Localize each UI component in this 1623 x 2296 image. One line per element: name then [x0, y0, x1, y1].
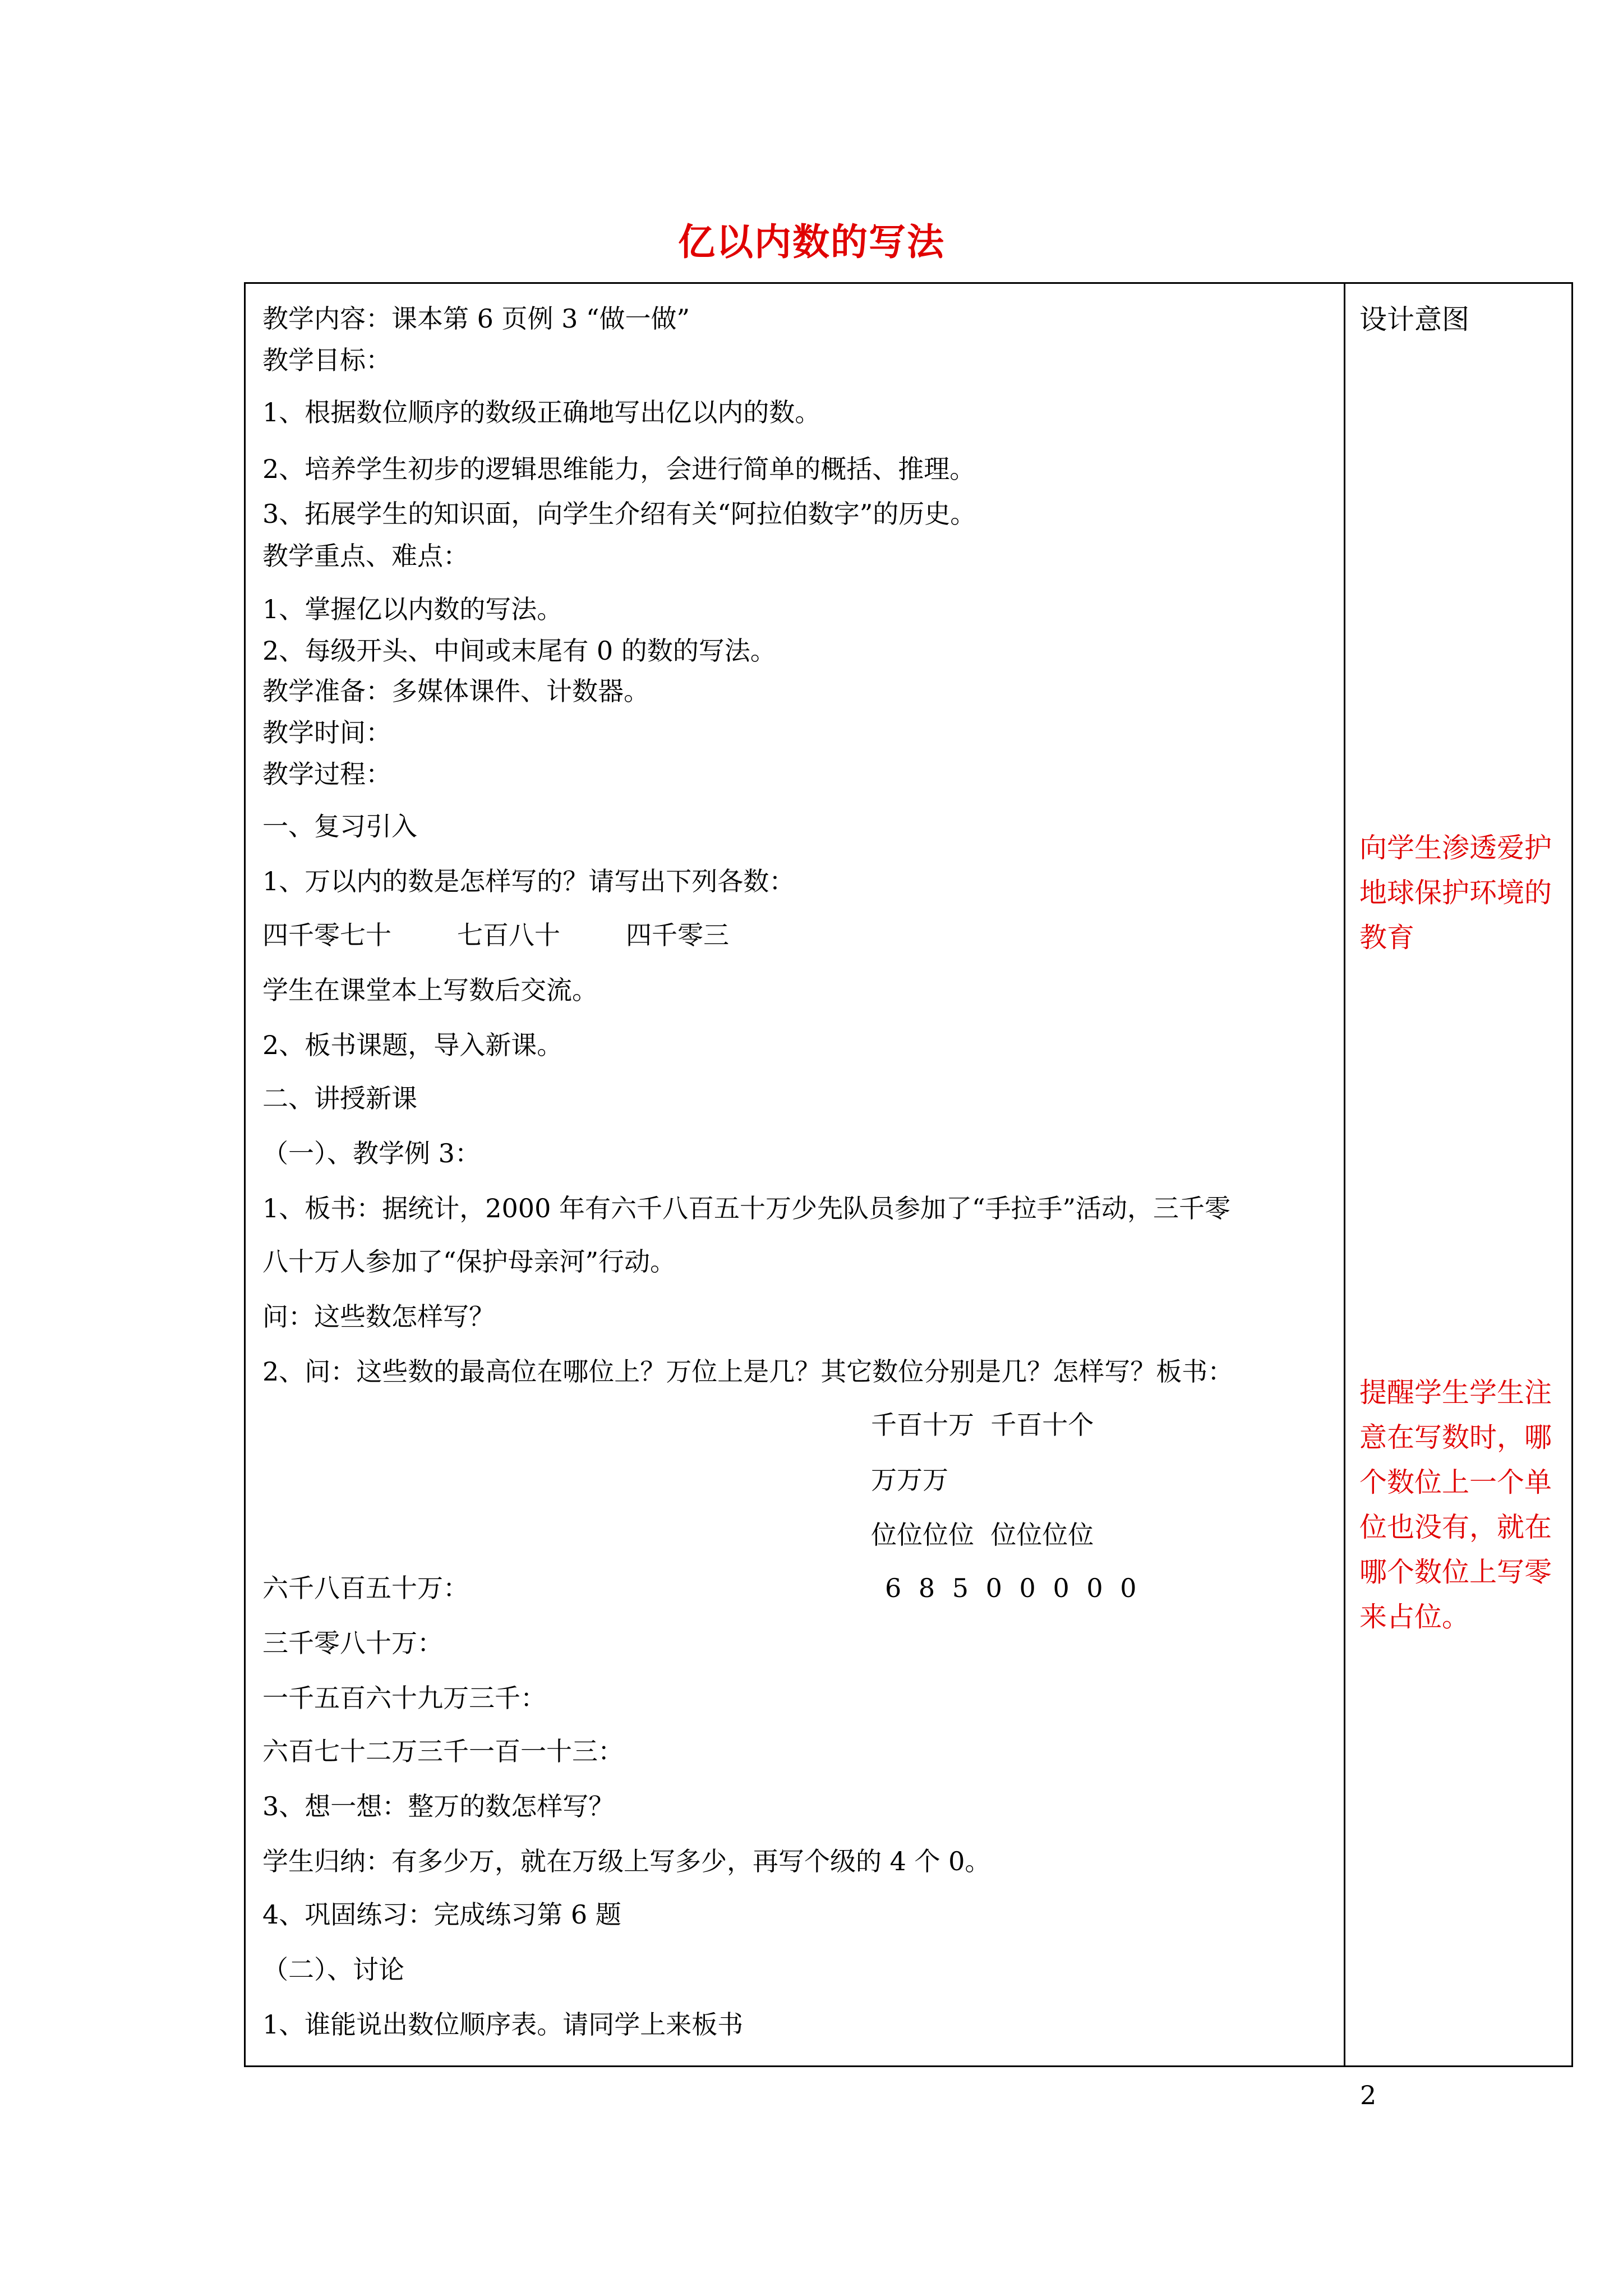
content-line: 一千五百六十九万三千： — [262, 1683, 546, 1713]
content-line: 学生归纳：有多少万，就在万级上写多少，再写个级的 4 个 0。 — [262, 1846, 991, 1876]
side-note-line: 地球保护环境的 — [1359, 877, 1552, 909]
content-line: 1、掌握亿以内数的写法。 — [262, 594, 563, 624]
side-note-line: 位也没有，就在 — [1359, 1511, 1552, 1543]
side-note-line: 意在写数时，哪 — [1359, 1421, 1552, 1453]
content-line: 六百七十二万三千一百一十三： — [262, 1736, 624, 1766]
page-number: 2 — [1360, 2080, 1377, 2110]
content-line: 六千八百五十万： — [262, 1573, 469, 1603]
content-line: 2、板书课题，导入新课。 — [262, 1030, 563, 1060]
content-line: 二、讲授新课 — [262, 1083, 417, 1114]
content-line: 1、万以内的数是怎样写的？请写出下列各数： — [262, 866, 795, 896]
place-value-header: 万万万 — [871, 1465, 948, 1495]
content-line: （二）、讨论 — [262, 1954, 404, 1985]
content-line: 教学目标： — [262, 345, 391, 375]
side-note-line: 来占位。 — [1359, 1601, 1470, 1633]
content-line: 四千零七十 七百八十 四千零三 — [262, 920, 729, 950]
content-line: 1、根据数位顺序的数级正确地写出亿以内的数。 — [262, 397, 821, 427]
content-line: 教学内容：课本第 6 页例 3 “做一做” — [262, 303, 690, 334]
content-line: 4、巩固练习：完成练习第 6 题 — [262, 1899, 621, 1930]
side-note-line: 向学生渗透爱护 — [1359, 832, 1552, 864]
content-line: 3、想一想：整万的数怎样写？ — [262, 1791, 615, 1821]
content-line: 1、板书：据统计，2000 年有六千八百五十万少先队员参加了“手拉手”活动，三千零 — [262, 1193, 1230, 1223]
content-line: 2、问：这些数的最高位在哪位上？万位上是几？其它数位分别是几？怎样写？板书： — [262, 1356, 1234, 1387]
content-line: 2、培养学生初步的逻辑思维能力，会进行简单的概括、推理。 — [262, 454, 976, 484]
side-note-line: 提醒学生学生注 — [1359, 1377, 1552, 1409]
content-line: （一）、教学例 3： — [262, 1138, 481, 1168]
content-line: 一、复习引入 — [262, 811, 417, 841]
page-title: 亿以内数的写法 — [678, 220, 945, 264]
side-note-line: 哪个数位上写零 — [1359, 1556, 1552, 1588]
content-line: 2、每级开头、中间或末尾有 0 的数的写法。 — [262, 636, 776, 666]
place-value-header: 位位位位 位位位位 — [871, 1520, 1094, 1550]
lesson-table — [244, 282, 1573, 2067]
content-line: 八十万人参加了“保护母亲河”行动。 — [262, 1246, 676, 1277]
place-value-header: 千百十万 千百十个 — [871, 1410, 1094, 1440]
side-note-line: 教育 — [1359, 922, 1415, 954]
content-line: 三千零八十万： — [262, 1628, 443, 1658]
content-line: 教学重点、难点： — [262, 541, 469, 571]
column-divider — [1344, 284, 1345, 2065]
content-line: 教学准备：多媒体课件、计数器。 — [262, 676, 649, 706]
content-line: 问：这些数怎样写？ — [262, 1301, 495, 1332]
side-note-line: 个数位上一个单 — [1359, 1466, 1552, 1498]
content-line: 学生在课堂本上写数后交流。 — [262, 975, 598, 1005]
design-intent-header: 设计意图 — [1359, 303, 1470, 335]
content-line: 教学时间： — [262, 717, 391, 748]
content-line: 1、谁能说出数位顺序表。请同学上来板书 — [262, 2009, 744, 2040]
number-digits: 6 8 5 0 0 0 0 0 — [885, 1573, 1141, 1603]
content-line: 3、拓展学生的知识面，向学生介绍有关“阿拉伯数字”的历史。 — [262, 499, 976, 529]
content-line: 教学过程： — [262, 759, 391, 789]
